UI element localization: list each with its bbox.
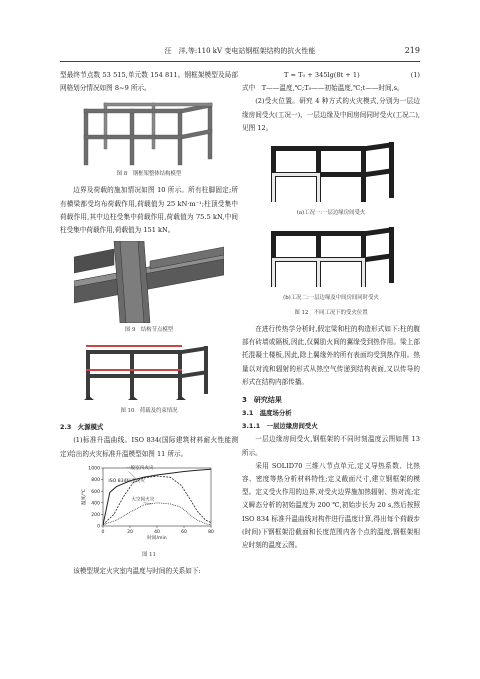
figure-12b-caption: (b)工况二:一层边缘及中间房间同时受火 bbox=[283, 295, 379, 302]
y-tick-label: 800 bbox=[91, 478, 100, 484]
y-tick-label: 400 bbox=[91, 501, 100, 507]
x-tick-label: 0 bbox=[101, 529, 105, 535]
paragraph: (1)标准升温曲线。ISO 834(国际建筑材料耐火性能测定)给出的火灾标准升温模型如图 11 所示。 bbox=[60, 436, 238, 458]
figure-12-caption: 图 12 不同工况下的受火位置 bbox=[294, 310, 368, 317]
figure-8-caption: 图 8 钢框架整体结构模型 bbox=[116, 171, 182, 178]
header-rule bbox=[60, 61, 420, 62]
figure-12a-caption: (a)工况一:一层边缘房间受火 bbox=[296, 210, 366, 217]
section-heading: 2.3 火源模式 bbox=[60, 423, 104, 432]
subsubsection-heading: 3.1.1 一层边缘房间受火 bbox=[242, 422, 318, 431]
equation-1 bbox=[242, 69, 420, 82]
annotation-label: ISO 834标准火灾 bbox=[108, 478, 145, 484]
figure-8-frame-model bbox=[74, 95, 224, 167]
x-tick-label: 20 bbox=[127, 529, 133, 535]
equation-number: (1) bbox=[410, 71, 420, 79]
section-heading: 3 研究结果 bbox=[242, 396, 282, 405]
paragraph: 型最终节点数 53 515,单元数 154 811。钢框架模型及局部网格划分情况如图 8~9 所示。 bbox=[60, 71, 238, 93]
paragraph: 该模型规定火灾室内温度与时间的关系如下: bbox=[73, 566, 201, 575]
y-tick-label: 1000 bbox=[88, 466, 100, 472]
x-tick-label: 60 bbox=[181, 529, 187, 535]
running-header bbox=[60, 46, 420, 60]
figure-9-caption: 图 9 结构节点模型 bbox=[124, 327, 174, 334]
y-tick-label: 0 bbox=[97, 524, 100, 530]
y-axis-label: 温度/℃ bbox=[82, 488, 87, 505]
figure-11-caption: 图 11 bbox=[142, 551, 156, 558]
y-tick-label: 200 bbox=[91, 512, 100, 518]
figure-10-caption: 图 10 荷载及约束情况 bbox=[120, 408, 178, 415]
plot-frame bbox=[103, 468, 211, 526]
y-tick-label: 600 bbox=[91, 489, 100, 495]
figure-12b-case-two bbox=[261, 223, 401, 291]
figure-11-fire-curves-chart bbox=[79, 464, 219, 548]
right-column bbox=[242, 69, 420, 552]
annotation-leader bbox=[144, 503, 152, 504]
paragraph: 采用 SOLID70 三维八节点单元,定义导热系数、比热容、密度等热分析材料特性;定义截面尺寸,建立钢框架的模型。定义受火作用的边界,对受火边界施加热辐射、热对流;定义瞬态分析的初始温度为 200 ℃,初始步长为 20 s,然后按照 ISO 834 标准升温曲线对构件进行温度计算,得出每个荷载步(时间)下钢框架沿截面和长度范围内各个点的温度,钢框架相应时刻的温度云图。 bbox=[242, 461, 420, 550]
equation-text: T = T₀ + 345lg(8t + 1) bbox=[284, 71, 360, 79]
equation-legend: 式中 T——温度,℃;T₀——初始温度,℃;t——时间,s。 bbox=[242, 84, 404, 93]
series-line-1 bbox=[103, 469, 211, 525]
page-number: 219 bbox=[404, 46, 420, 55]
annotation-label: 一般室内火灾 bbox=[125, 465, 154, 471]
figure-12a-case-one bbox=[261, 138, 401, 206]
paragraph: 在进行传热学分析时,假定梁和柱的构造形式如下:柱的腹部有砖墙或隔板,因此,仅翼肋火间的翼缘受到热作用。梁上部托混凝土楼板,因此,除上翼缘外的所有表面均受到热作用。热量以对流和辐射的形式从热空气传递到结构表面,又以传导的形式在结构内部传播。 bbox=[242, 325, 420, 386]
subsection-heading: 3.1 温度场分析 bbox=[242, 409, 292, 418]
figure-9-node-model bbox=[74, 241, 224, 323]
paragraph: 边界及荷载的施加情况如图 10 所示。所有柱脚固定;所有横梁都受均布荷载作用,荷载值为 25 kN·m⁻¹;柱顶受集中荷载作用,其中边柱受集中荷载作用,荷载值为 75.5 kN,中间柱受集中荷载作用,荷载值为 151 kN。 bbox=[60, 186, 238, 235]
figure-10-load-constraints bbox=[74, 340, 224, 404]
left-column bbox=[60, 69, 238, 578]
x-tick-label: 40 bbox=[154, 529, 160, 535]
annotation-label: 大空间火灾 bbox=[131, 497, 155, 503]
paragraph: 一层边缘房间受火,钢框架的不同时刻温度云图如图 13 所示。 bbox=[242, 435, 420, 457]
x-axis-label: 时间/min bbox=[147, 535, 167, 541]
x-tick-label: 80 bbox=[208, 529, 214, 535]
paragraph: (2)受火位置。研究 4 种方式的火灾模式,分别为一层边缘房间受火(工况一)、一层边缘及中间房间同时受火(工况二),见图 12。 bbox=[242, 97, 420, 132]
series-line-3 bbox=[103, 503, 211, 525]
running-title: 汪 洋,等:110 kV 变电站钢框架结构的抗火性能 bbox=[164, 47, 316, 55]
